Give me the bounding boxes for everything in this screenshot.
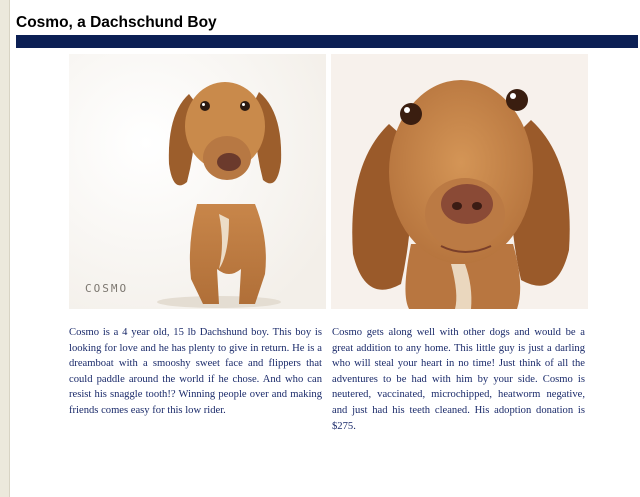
description-paragraph-left: Cosmo is a 4 year old, 15 lb Dachshund boy. This boy is looking for love and he has plenty to give in return. He is a dreamboat with a smooshy sweet face and flippers that could paddle around the world if he chose. And who can resist his snaggle tooth!? Winning people over and making friends comes easy for this low rider. bbox=[69, 327, 322, 416]
page-title: Cosmo, a Dachschund Boy bbox=[16, 14, 217, 31]
dog-photo-full-body bbox=[69, 54, 326, 309]
dog-photo-closeup bbox=[331, 54, 588, 309]
page-left-rail bbox=[0, 0, 10, 497]
description-paragraph-right: Cosmo gets along well with other dogs and would be a great addition to any home. This little guy is just a darling who will steal your heart in no time! Just think of all the adventures to be had with him by your side. Cosmo is neutered, vaccinated, microchipped, heatworm negative, and just had his teeth cleaned. His adoption donation is $275. bbox=[332, 327, 585, 432]
photo-watermark: COSMO bbox=[85, 282, 129, 295]
header-bar bbox=[16, 35, 638, 48]
